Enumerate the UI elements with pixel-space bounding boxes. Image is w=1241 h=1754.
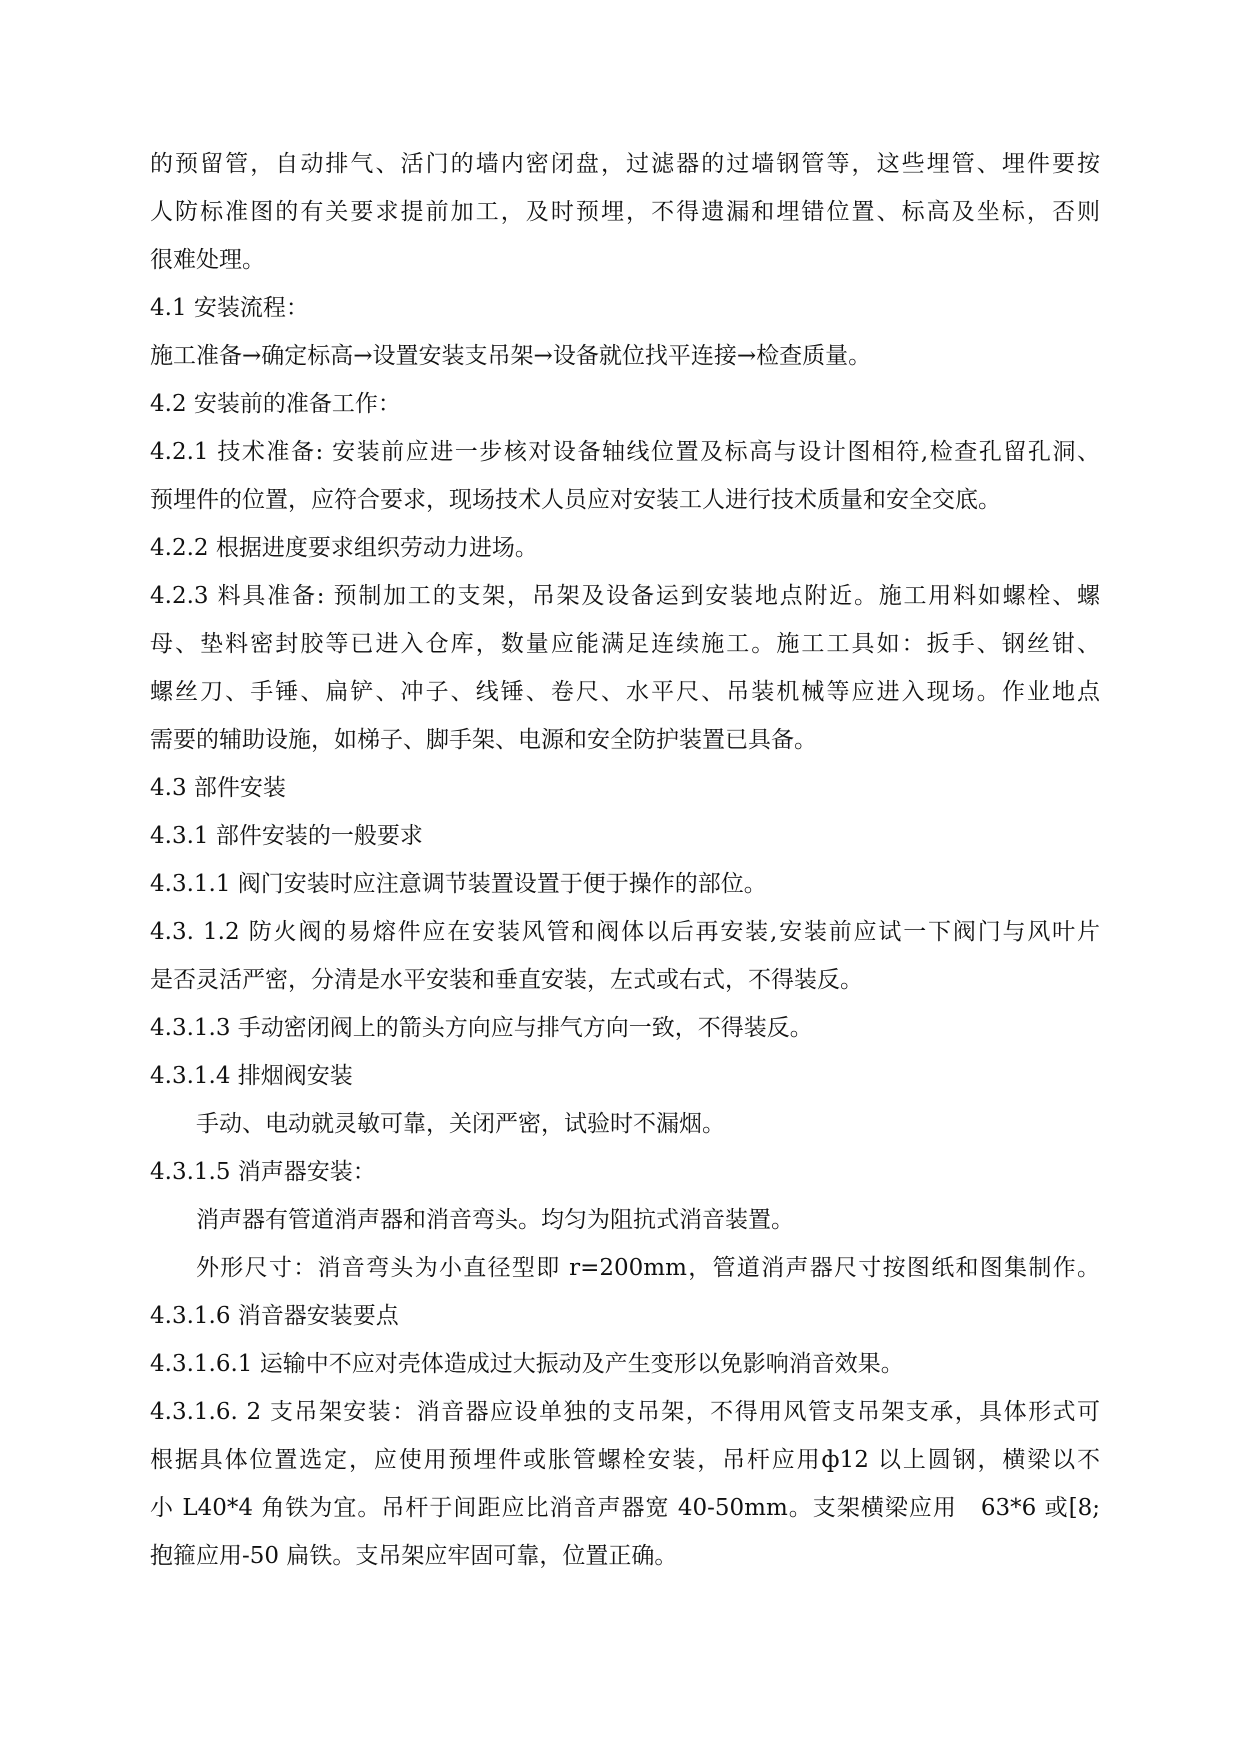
body-text-line: 是否灵活严密，分清是水平安装和垂直安装，左式或右式，不得装反。 bbox=[150, 967, 863, 993]
body-text-line: 4.3.1.3 手动密闭阀上的箭头方向应与排气方向一致，不得装反。 bbox=[150, 1015, 813, 1041]
subsection-heading: 4.3.1.4 排烟阀安装 bbox=[150, 1063, 353, 1089]
body-text-line: 4.3.1.1 阀门安装时应注意调节装置设置于便于操作的部位。 bbox=[150, 871, 767, 897]
section-heading: 4.3 部件安装 bbox=[150, 775, 286, 801]
body-text-line: 螺丝刀、手锤、扁铲、冲子、线锤、卷尺、水平尺、吊装机械等应进入现场。作业地点 bbox=[150, 679, 1100, 705]
document-page bbox=[150, 140, 1100, 1580]
body-text-line: 4.2.1 技术准备: 安装前应进一步核对设备轴线位置及标高与设计图相符,检查孔留孔洞、 bbox=[150, 439, 1100, 465]
body-text-line: 施工准备→确定标高→设置安装支吊架→设备就位找平连接→检查质量。 bbox=[150, 343, 872, 369]
body-text-line: 抱箍应用-50 扁铁。支吊架应牢固可靠，位置正确。 bbox=[150, 1543, 678, 1569]
subsection-heading: 4.3.1 部件安装的一般要求 bbox=[150, 823, 423, 849]
body-text-line: 母、垫料密封胶等已进入仓库，数量应能满足连续施工。施工工具如：扳手、钢丝钳、 bbox=[150, 631, 1100, 657]
body-text-line: 外形尺寸：消音弯头为小直径型即 r=200mm，管道消声器尺寸按图纸和图集制作。 bbox=[196, 1255, 1100, 1281]
subsection-heading: 4.3.1.6 消音器安装要点 bbox=[150, 1303, 399, 1329]
body-text-line: 手动、电动就灵敏可靠，关闭严密，试验时不漏烟。 bbox=[196, 1111, 725, 1137]
body-text-line: 需要的辅助设施，如梯子、脚手架、电源和安全防护装置已具备。 bbox=[150, 727, 817, 753]
body-text-line: 根据具体位置选定，应使用预埋件或胀管螺栓安装，吊杆应用ф12 以上圆钢，横梁以不 bbox=[150, 1447, 1100, 1473]
body-text-line: 4.3.1.6.1 运输中不应对壳体造成过大振动及产生变形以免影响消音效果。 bbox=[150, 1351, 904, 1377]
body-text-line: 很难处理。 bbox=[150, 247, 265, 273]
body-text-line: 4.3.1.6. 2 支吊架安装：消音器应设单独的支吊架，不得用风管支吊架支承，具体形式可 bbox=[150, 1399, 1100, 1425]
section-heading: 4.2 安装前的准备工作： bbox=[150, 391, 401, 417]
body-text-line: 小 L40*4 角铁为宜。吊杆于间距应比消音声器宽 40-50mm。支架横梁应用 63*6 或[8; bbox=[150, 1495, 1100, 1521]
body-text-line: 4.2.2 根据进度要求组织劳动力进场。 bbox=[150, 535, 538, 561]
section-heading: 4.1 安装流程： bbox=[150, 295, 309, 321]
body-text-line: 的预留管，自动排气、活门的墙内密闭盘，过滤器的过墙钢管等，这些埋管、埋件要按 bbox=[150, 151, 1100, 177]
body-text-line: 预埋件的位置，应符合要求，现场技术人员应对安装工人进行技术质量和安全交底。 bbox=[150, 487, 1001, 513]
body-text-line: 4.2.3 料具准备: 预制加工的支架，吊架及设备运到安装地点附近。施工用料如螺栓、螺 bbox=[150, 583, 1100, 609]
body-text-line: 人防标准图的有关要求提前加工，及时预埋，不得遗漏和埋错位置、标高及坐标，否则 bbox=[150, 199, 1100, 225]
body-text-line: 消声器有管道消声器和消音弯头。均匀为阻抗式消音装置。 bbox=[196, 1207, 794, 1233]
subsection-heading: 4.3.1.5 消声器安装： bbox=[150, 1159, 376, 1185]
body-text-line: 4.3. 1.2 防火阀的易熔件应在安装风管和阀体以后再安装,安装前应试一下阀门与风叶片 bbox=[150, 919, 1100, 945]
